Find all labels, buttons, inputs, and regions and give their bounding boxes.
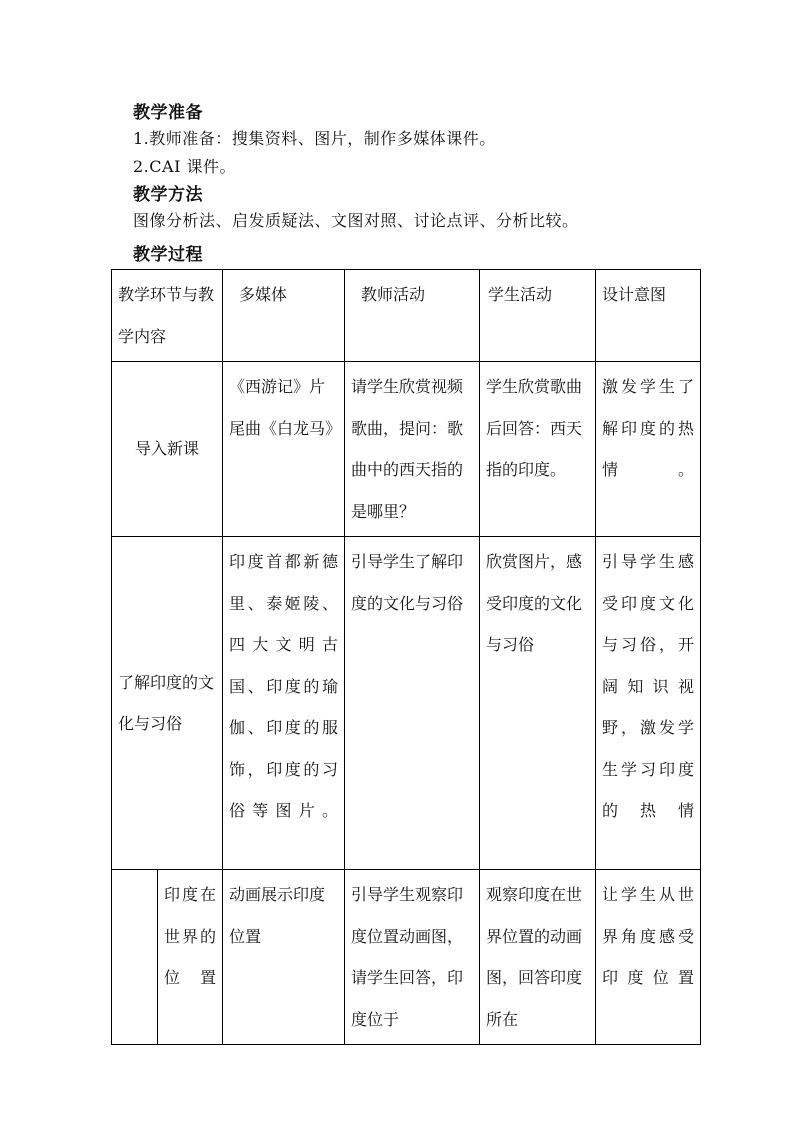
prep-heading: 教学准备 [133,103,203,123]
table-row [112,870,701,1045]
process-table [111,269,701,1045]
header-teacher: 教师活动 [345,270,480,362]
row1-student: 学生欣赏歌曲后回答：西天指的印度。 [480,362,596,537]
header-student: 学生活动 [480,270,596,362]
row2-teacher: 引导学生了解印度的文化与习俗 [345,537,480,870]
header-intent: 设计意图 [596,270,701,362]
method-heading: 教学方法 [133,185,203,205]
row1-teacher: 请学生欣赏视频歌曲，提问：歌曲中的西天指的是哪里？ [345,362,480,537]
header-media: 多媒体 [223,270,345,362]
header-stage: 教学环节与教学内容 [112,270,223,362]
row3-sub-stage: 印度在世界的位置 [158,870,223,1045]
row2-intent: 引导学生感受印度文化与习俗，开阔知识视野，激发学生学习印度的热情 [596,537,701,870]
process-heading: 教学过程 [133,245,203,265]
row1-stage: 导入新课 [112,362,223,537]
row3-intent: 让学生从世界角度感受印度位置 [596,870,701,1045]
table-row [112,537,701,870]
prep-item-1: 1.教师准备：搜集资料、图片，制作多媒体课件。 [133,129,496,148]
method-text: 图像分析法、启发质疑法、文图对照、讨论点评、分析比较。 [133,211,579,230]
row3-student: 观察印度在世界位置的动画图，回答印度所在 [480,870,596,1045]
row3-teacher: 引导学生观察印度位置动画图，请学生回答，印度位于 [345,870,480,1045]
row2-media: 印度首都新德里、泰姬陵、四大文明古国、印度的瑜伽、印度的服饰，印度的习俗等图片。 [223,537,345,870]
row3-stage-blank [112,870,158,1045]
row1-intent: 激发学生了解印度的热情。 [596,362,701,537]
row3-media: 动画展示印度位置 [223,870,345,1045]
row2-stage: 了解印度的文化与习俗 [112,537,223,870]
table-header-row [112,270,701,362]
prep-item-2: 2.CAI 课件。 [133,157,236,176]
table-row [112,362,701,537]
row2-student: 欣赏图片，感受印度的文化与习俗 [480,537,596,870]
row1-media: 《西游记》片尾曲《白龙马》 [223,362,345,537]
